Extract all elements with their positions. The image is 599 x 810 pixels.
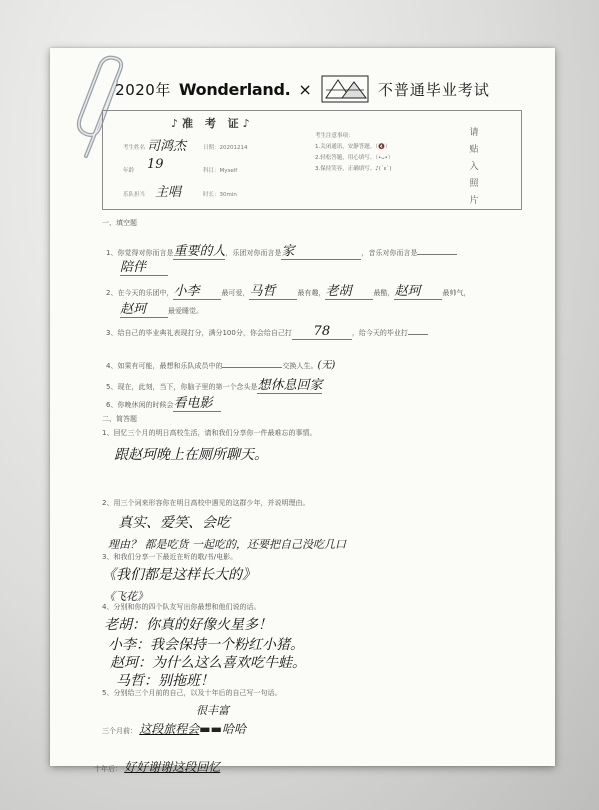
ticket-title: ♪准 考 证♪ [171,117,254,130]
fill-question-3: 3、给自己的毕业典礼表现打分，满分100分，你会给自己打 78 ，给今天的毕业打 [106,324,428,340]
fill-question-2-cont: 赵珂 最爱睡觉。 [120,298,203,318]
section2-heading: 二、简答题 [102,415,137,423]
short-question-2: 2、用三个词来形容你在明日高校中遇见的这群少年，并说明理由。 [102,499,310,507]
age-value: 19 [147,157,164,172]
short-answer-4a: 老胡：你真的好像火星多！ [104,617,272,633]
role-label: 乐队担当 [123,192,146,198]
header-exam-title: 不普通毕业考试 [377,80,490,99]
rules-title: 考生注意事项： [315,133,354,139]
name-label: 考生姓名 [123,145,146,151]
fill-question-1-cont: 陪伴 [120,256,168,276]
admission-ticket [102,110,522,210]
short-question-4: 4、分别和你的四个队友写出你最想和他们说的话。 [102,603,261,611]
fill-question-1: 1、你觉得对你而言是重要的人，乐团对你而言是家 ，音乐对你而言是 [106,240,457,260]
short-question-5: 5、分别给三个月前的自己，以及十年后的自己写一句话。 [102,689,282,697]
rule-item: 2.轻松答题，用心填写。（•ᴗ•） [315,155,394,161]
fill-question-6: 6、你晚休闲的时候会看电影 [106,392,221,412]
header-year: 2020年 [115,80,171,99]
header-times: × [298,79,312,99]
short-answer-4b: 小李：我会保持一个粉红小猪。 [108,637,304,653]
short-question-1: 1、回忆三个月的明日高校生活，请和我们分享你一件最难忘的事情。 [102,429,317,437]
name-value: 司鸿杰 [147,139,187,154]
fill-question-4: 4、如果有可能，最想和乐队成员中的 交换人生。(无) [106,360,336,371]
role-value: 主唱 [155,185,182,200]
rule-item: 3.保持笑容，正确填写。♪(´ε`) [315,166,392,172]
exam-header [50,76,555,102]
short-answer-2b: 理由？ 都是吃货 一起吃的，还要把自己没吃几口 [108,538,346,551]
short-question-3: 3、和我们分享一下最近在听的歌/书/电影。 [102,553,238,561]
rule-item: 1.关闭通讯，安静答题。（🔇） [315,144,391,150]
fill-question-2: 2、在今天的乐团中，小李 最可爱，马哲 最有趣，老胡 最酷，赵珂 最帅气， [106,280,470,300]
short-answer-5b-row: 十年后： 好好谢谢这段回忆 [94,760,221,774]
short-answer-5a-row: 三个月前： 这段旅程会▬▬哈哈 [102,722,246,736]
short-answer-3a: 《我们都是这样长大的》 [102,567,256,583]
short-answer-4d: 马哲：别拖班！ [116,673,214,689]
section1-heading: 一、填空题 [102,219,137,227]
exam-rules [315,131,465,175]
short-answer-3b: 《飞花》 [104,590,148,603]
fill-question-5: 5、现在，此刻，当下，你脑子里的第一个念头是想休息回家 [106,374,322,394]
date-label: 日期：20201214 [203,145,248,151]
age-label: 年龄 [123,168,135,174]
exam-paper [50,48,555,774]
short-answer-4c: 赵珂：为什么这么喜欢吃牛蛙。 [110,655,306,671]
photo-placeholder: 请 贴 入 照 片 [469,128,479,206]
short-answer-5-insert: 很丰富 [196,704,229,717]
time-label: 时长：30min [203,192,237,198]
school-logo-icon [320,74,370,104]
header-brand: Wonderland. [178,79,291,99]
subject-label: 科目：Myself [203,168,238,174]
short-answer-2a: 真实、爱笑、会吃 [118,515,230,531]
short-answer-1: 跟赵珂晚上在厕所聊天。 [114,447,268,463]
